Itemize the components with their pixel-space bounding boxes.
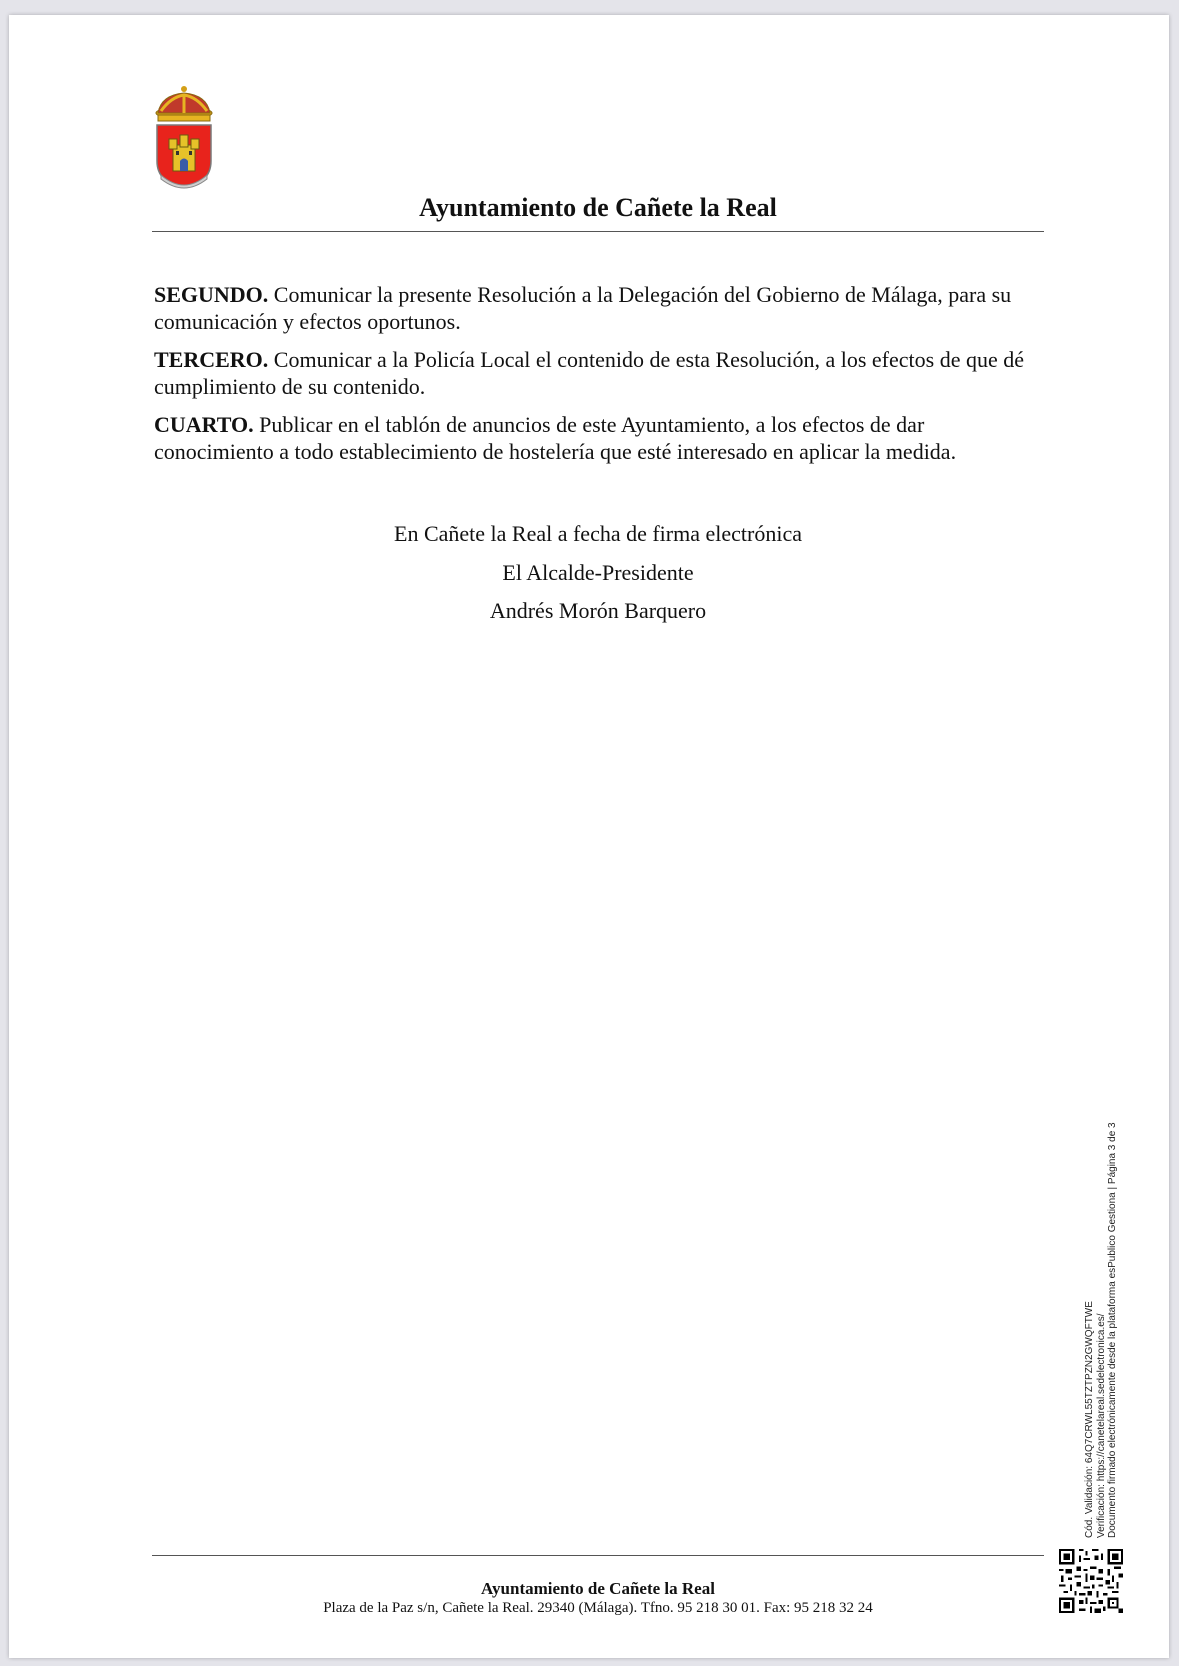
footer-address: Plaza de la Paz s/n, Cañete la Real. 29340 (Málaga). Tfno. 95 218 30 01. Fax: 95 218 32 24 <box>323 1600 873 1616</box>
paragraph-cuarto <box>154 411 1024 465</box>
document-page <box>9 15 1169 1658</box>
validation-signed-note: Documento firmado electrónicamente desde la plataforma esPublico Gestiona | Página 3 de 3 <box>1107 1122 1118 1538</box>
paragraph-text: Comunicar la presente Resolución a la Delegación del Gobierno de Málaga, para su comunicación y efectos oportunos. <box>154 282 1012 334</box>
paragraph-text: Publicar en el tablón de anuncios de este Ayuntamiento, a los efectos de dar conocimiento a todo establecimiento de hostelería que esté interesado en aplicar la medida. <box>154 412 957 464</box>
paragraph-segundo <box>154 281 1024 335</box>
validation-code: Cód. Validación: 64Q7CRWL55TZTPZN2GWQFTWE <box>1084 1301 1095 1538</box>
signature-block <box>152 515 1044 631</box>
paragraph-label: TERCERO. <box>154 347 269 372</box>
header-title: Ayuntamiento de Cañete la Real <box>419 193 777 222</box>
coat-of-arms-icon <box>151 83 217 191</box>
footer-divider <box>152 1555 1044 1556</box>
paragraph-label: SEGUNDO. <box>154 282 269 307</box>
signature-role: El Alcalde-Presidente <box>502 559 694 585</box>
paragraph-label: CUARTO. <box>154 412 254 437</box>
paragraph-tercero <box>154 346 1024 400</box>
header-divider <box>152 231 1044 232</box>
footer <box>152 1579 1044 1617</box>
paragraph-text: Comunicar a la Policía Local el contenido de esta Resolución, a los efectos de que dé cumplimiento de su contenido. <box>154 347 1024 399</box>
validation-side-text <box>1084 1038 1119 1538</box>
signature-place-date: En Cañete la Real a fecha de firma electrónica <box>394 521 802 546</box>
signature-name: Andrés Morón Barquero <box>489 598 707 623</box>
footer-title: Ayuntamiento de Cañete la Real <box>481 1579 715 1598</box>
qr-code-icon <box>1059 1549 1123 1613</box>
resolution-body <box>154 281 1024 476</box>
validation-url: Verificación: https://canetelareal.sedelectronica.es/ <box>1095 1313 1107 1538</box>
